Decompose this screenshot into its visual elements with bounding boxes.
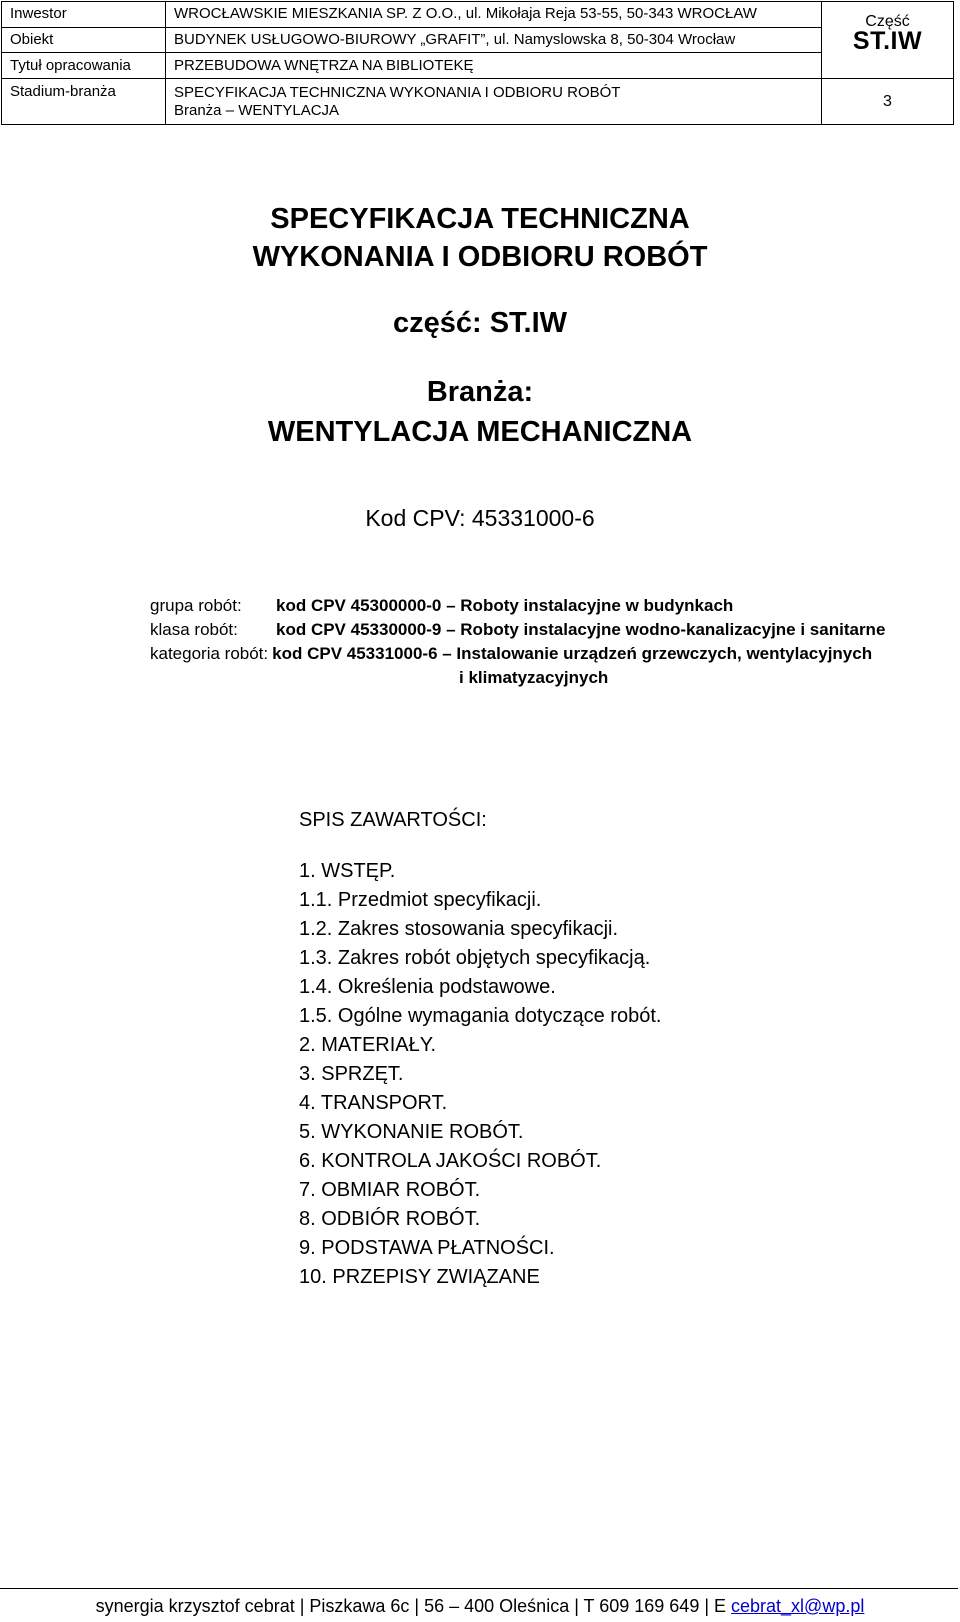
toc-item: 1.4. Określenia podstawowe. bbox=[299, 976, 556, 998]
toc-item: 7. OBMIAR ROBÓT. bbox=[299, 1179, 481, 1201]
footer-text: synergia krzysztof cebrat | Piszkawa 6c | 56 – 400 Oleśnica | T 609 169 649 | E bbox=[95, 1596, 732, 1616]
branza-block bbox=[0, 372, 960, 452]
toc-item: 1. WSTĘP. bbox=[299, 860, 396, 882]
header-label-stadium: Stadium-branża bbox=[2, 79, 166, 125]
toc-item: 9. PODSTAWA PŁATNOŚCI. bbox=[299, 1237, 555, 1259]
toc-item: 2. MATERIAŁY. bbox=[299, 1034, 437, 1056]
toc-item: 1.5. Ogólne wymagania dotyczące robót. bbox=[299, 1005, 662, 1027]
header-page-number: 3 bbox=[822, 79, 954, 125]
header-label-obiekt: Obiekt bbox=[2, 27, 166, 53]
header-value-obiekt: BUDYNEK USŁUGOWO-BIUROWY „GRAFIT”, ul. Namyslowska 8, 50-304 Wrocław bbox=[166, 27, 822, 53]
document-title-line1: SPECYFIKACJA TECHNICZNA bbox=[270, 203, 690, 235]
classification-row-group bbox=[150, 594, 885, 618]
footer-divider bbox=[0, 1588, 958, 1589]
classification-row-class bbox=[150, 618, 885, 642]
header-value-stadium bbox=[166, 79, 822, 125]
header-value-stadium-line1: SPECYFIKACJA TECHNICZNA WYKONANIA I ODBIORU ROBÓT bbox=[174, 83, 621, 101]
toc-item: 6. KONTROLA JAKOŚCI ROBÓT. bbox=[299, 1150, 602, 1172]
toc-item: 3. SPRZĘT. bbox=[299, 1063, 404, 1085]
classification-key: klasa robót: bbox=[150, 620, 238, 639]
toc-item: 1.1. Przedmiot specyfikacji. bbox=[299, 889, 542, 911]
toc-item: 4. TRANSPORT. bbox=[299, 1092, 448, 1114]
toc-item: 10. PRZEPISY ZWIĄZANE bbox=[299, 1266, 540, 1288]
toc-item: 5. WYKONANIE ROBÓT. bbox=[299, 1121, 524, 1143]
page-footer bbox=[0, 1596, 960, 1617]
toc-list bbox=[299, 857, 661, 1292]
toc-item: 1.2. Zakres stosowania specyfikacji. bbox=[299, 918, 619, 940]
cpv-classification bbox=[150, 594, 885, 690]
branza-value: WENTYLACJA MECHANICZNA bbox=[267, 416, 693, 448]
header-label-tytul: Tytuł opracowania bbox=[2, 53, 166, 79]
toc-item: 1.3. Zakres robót objętych specyfikacją. bbox=[299, 947, 651, 969]
document-title-line2: WYKONANIA I ODBIORU ROBÓT bbox=[252, 241, 708, 273]
header-value-tytul: PRZEBUDOWA WNĘTRZA NA BIBLIOTEKĘ bbox=[166, 53, 822, 79]
header-value-stadium-line2: Branża – WENTYLACJA bbox=[174, 101, 340, 119]
cpv-code-main: Kod CPV: 45331000-6 bbox=[365, 505, 595, 531]
classification-value: kod CPV 45331000-6 – Instalowanie urządzeń grzewczych, wentylacyjnych bbox=[272, 644, 873, 663]
header-part-label: Część bbox=[865, 13, 910, 30]
header-part-code: ST.IW bbox=[852, 27, 923, 55]
classification-value: kod CPV 45300000-0 – Roboty instalacyjne w budynkach bbox=[276, 596, 734, 615]
classification-key: kategoria robót: bbox=[150, 644, 269, 663]
header-value-inwestor: WROCŁAWSKIE MIESZKANIA SP. Z O.O., ul. Mikołaja Reja 53-55, 50-343 WROCŁAW bbox=[166, 2, 822, 28]
document-title bbox=[0, 200, 960, 276]
classification-value-continuation: i klimatyzacyjnych bbox=[459, 668, 609, 687]
classification-row-category bbox=[150, 642, 885, 666]
branza-label: Branża: bbox=[426, 376, 534, 408]
header-table bbox=[1, 1, 954, 125]
classification-value: kod CPV 45330000-9 – Roboty instalacyjne wodno-kanalizacyjne i sanitarne bbox=[276, 620, 886, 639]
toc-item: 8. ODBIÓR ROBÓT. bbox=[299, 1208, 481, 1230]
part-heading: część: ST.IW bbox=[392, 307, 568, 339]
table-of-contents bbox=[299, 806, 661, 1292]
footer-email-link[interactable]: cebrat_xl@wp.pl bbox=[731, 1596, 865, 1616]
header-label-inwestor: Inwestor bbox=[2, 2, 166, 28]
header-part-cell bbox=[822, 2, 954, 79]
toc-title: SPIS ZAWARTOŚCI: bbox=[299, 809, 487, 831]
classification-key: grupa robót: bbox=[150, 596, 242, 615]
